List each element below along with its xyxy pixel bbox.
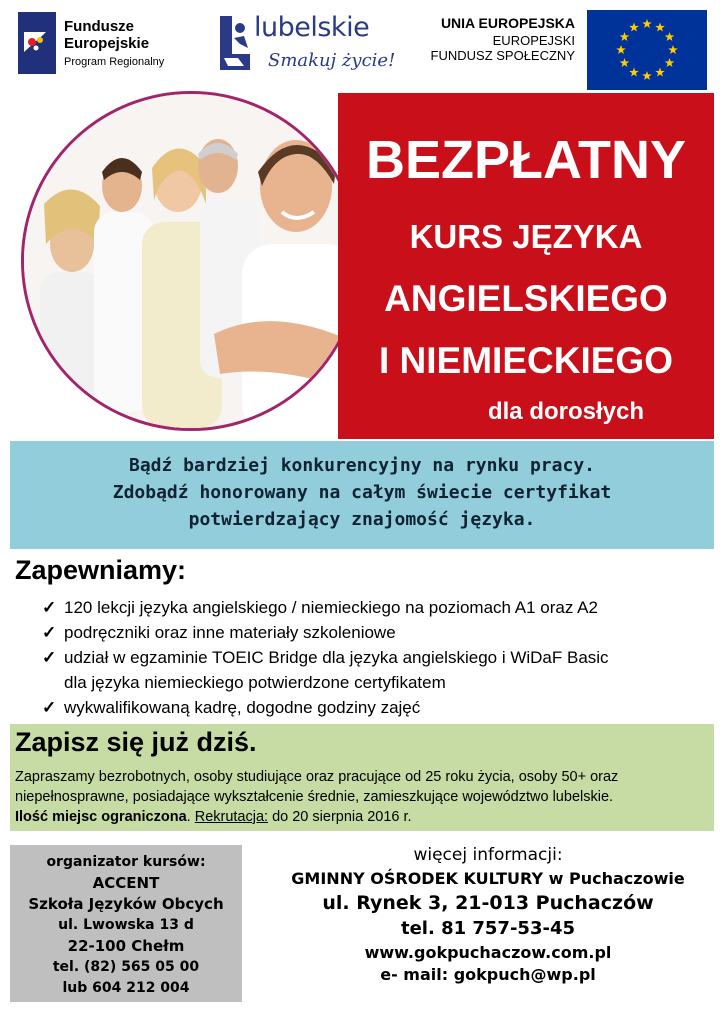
organizer-tel2: lub 604 212 004 (62, 980, 190, 996)
hero-line1: KURS JĘZYKA (409, 218, 643, 255)
organizer-text (10, 852, 242, 999)
people-photo (21, 91, 361, 431)
contact-org: GMINNY OŚRODEK KULTURY w Puchaczowie (291, 869, 685, 888)
eu-star-icon (620, 32, 630, 41)
contact-address: ul. Rynek 3, 21-013 Puchaczów (322, 892, 654, 914)
eu-star-icon (655, 22, 665, 31)
eu-star-icon (629, 68, 639, 77)
fundusze-mark-icon (18, 12, 56, 74)
organizer-name: ACCENT (92, 874, 160, 892)
organizer-street: ul. Lwowska 13 d (58, 917, 194, 933)
signup-title: Zapisz się już dziś. (15, 727, 257, 757)
organizer-city: 22-100 Chełm (67, 937, 185, 955)
slogan-line-2: Zdobądź honorowany na całym świecie certyfikat (112, 482, 612, 503)
fundusze-line3: Program Regionalny (64, 56, 165, 68)
signup-recruit-value: do 20 sierpnia 2016 r. (268, 809, 412, 825)
fundusze-line1: Fundusze (64, 18, 134, 35)
slogan-line-1: Bądź bardziej konkurencyjny na rynku pracy. (129, 455, 595, 476)
organizer-tel: tel. (82) 565 05 00 (52, 959, 200, 975)
eu-star-icon (620, 58, 630, 67)
eu-star-icon (616, 45, 626, 54)
signup-text (15, 767, 715, 827)
eu-stars (587, 10, 707, 90)
contact-label: więcej informacji: (413, 845, 563, 865)
benefit-text: 120 lekcji języka angielskiego / niemieckiego na poziomach A1 oraz A2 (64, 598, 598, 617)
organizer-label: organizator kursów: (46, 854, 206, 870)
hero-line2: ANGIELSKIEGO (384, 278, 668, 319)
eu-star-icon (642, 71, 652, 80)
signup-description: Zapraszamy bezrobotnych, osoby studiujące oraz pracujące od 25 roku życia, osoby 50+ oraz niepełnosprawne, posiadające wykształcenie średnie, zamieszkujące województwo lubelskie. (15, 769, 619, 805)
hero-line3: I NIEMIECKIEGO (379, 340, 673, 381)
benefit-text: podręczniki oraz inne materiały szkoleniowe (64, 623, 396, 642)
eu-star-icon (642, 19, 652, 28)
hero-line4: dla dorosłych (487, 398, 645, 425)
signup-limited: Ilość miejsc ograniczona (15, 809, 187, 825)
lubelskie-name: lubelskie (254, 12, 370, 43)
benefits-list (42, 595, 722, 720)
eu-star-icon (655, 68, 665, 77)
lubelskie-runner-icon (218, 14, 252, 72)
checkmark-icon: ✓ (42, 598, 57, 617)
list-item (42, 645, 722, 695)
contact-info (262, 845, 714, 984)
fundusze-europejskie-logo (18, 10, 208, 80)
ue-logo-text (405, 15, 575, 80)
ue-line2: EUROPEJSKI (492, 33, 575, 48)
people-illustration (24, 94, 358, 428)
eu-star-icon (629, 22, 639, 31)
benefit-text: wykwalifikowaną kadrę, dogodne godziny zajęć (64, 698, 421, 717)
signup-recruit-label: Rekrutacja: (194, 809, 269, 825)
checkmark-icon: ✓ (42, 623, 57, 642)
slogan-line-3: potwierdzający znajomość języka. (188, 509, 536, 530)
contact-tel: tel. 81 757-53-45 (400, 918, 575, 939)
benefit-text: udział w egzaminie TOEIC Bridge dla języka angielskiego i WiDaF Basic (64, 648, 609, 667)
checkmark-icon: ✓ (42, 698, 57, 717)
hero-title: BEZPŁATNY (366, 130, 686, 190)
slogan-text (10, 452, 714, 533)
list-item (42, 620, 722, 645)
checkmark-icon: ✓ (42, 648, 57, 667)
organizer-school: Szkoła Języków Obcych (28, 895, 224, 913)
signup-sep: . (186, 809, 195, 825)
eu-star-icon (665, 58, 675, 67)
contact-web-link[interactable]: www.gokpuchaczow.com.pl (364, 943, 612, 962)
list-item (42, 595, 722, 620)
contact-email-link[interactable]: e- mail: gokpuch@wp.pl (380, 965, 596, 984)
eu-flag-icon (587, 10, 707, 90)
lubelskie-logo (218, 12, 398, 82)
benefits-title: Zapewniamy: (15, 555, 187, 585)
lubelskie-slogan: Smakuj życie! (268, 50, 396, 71)
eu-star-icon (668, 45, 678, 54)
eu-star-icon (665, 32, 675, 41)
fundusze-line2: Europejskie (64, 35, 150, 52)
ue-line1: UNIA EUROPEJSKA (440, 15, 575, 31)
benefit-text-cont: dla języka niemieckiego potwierdzone certyfikatem (64, 673, 446, 692)
ue-line3: FUNDUSZ SPOŁECZNY (430, 48, 575, 63)
list-item (42, 695, 722, 720)
